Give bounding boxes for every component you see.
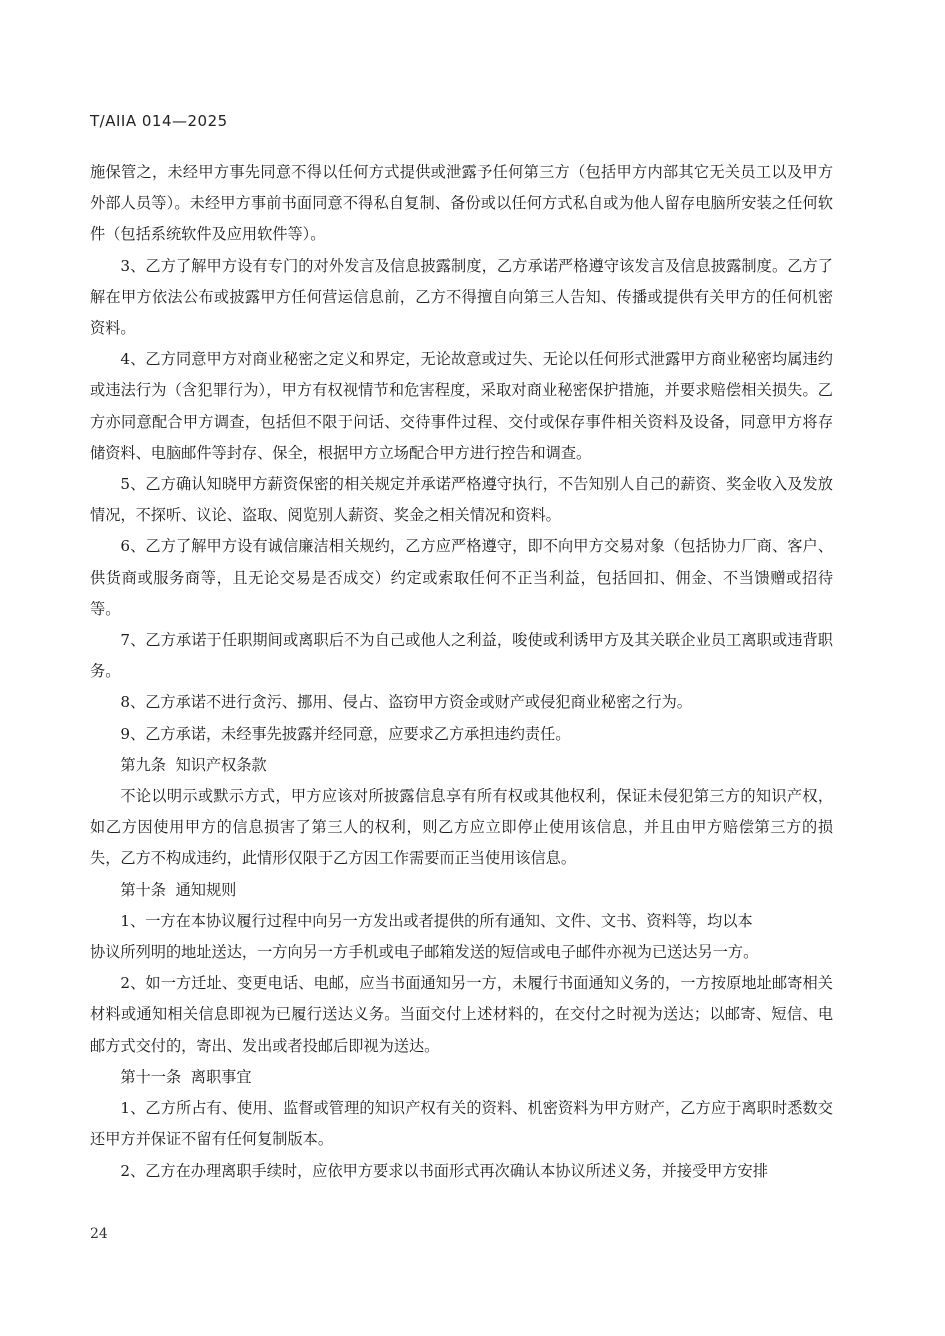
- article-10-item-1-line-2: 协议所列明的地址送达，一方向另一方手机或电子邮箱发送的短信或电子邮件亦视为已送达另一方。: [90, 943, 759, 962]
- clause-item-8: 8、乙方承诺不进行贪污、挪用、侵占、盗窃甲方资金或财产或侵犯商业秘密之行为。: [120, 693, 692, 712]
- article-10-item-1-line-1: 1、一方在本协议履行过程中向另一方发出或者提供的所有通知、文件、文书、资料等，均以本: [120, 911, 753, 930]
- article-11-heading: 第十一条 离职事宜: [120, 1067, 252, 1086]
- article-9-paragraph: 不论以明示或默示方式，甲方应该对所披露信息享有所有权或其他权利，保证未侵犯第三方的知识产权，如乙方因使用甲方的信息损害了第三人的权利，则乙方应立即停止使用该信息，并且由甲方赔偿第三方的损失，乙方不构成违约，此情形仅限于乙方因工作需要而正当使用该信息。: [90, 787, 833, 868]
- article-10-item-2: 2、如一方迁址、变更电话、电邮，应当书面通知另一方，未履行书面通知义务的，一方按原地址邮寄相关材料或通知相关信息即视为已履行送达义务。当面交付上述材料的，在交付之时视为送达；以邮寄、短信、电邮方式交付的，寄出、发出或者投邮后即视为送达。: [90, 974, 833, 1055]
- article-10-heading: 第十条 通知规则: [120, 880, 237, 899]
- page-number: 24: [90, 1226, 108, 1242]
- paragraph-continuation: 施保管之，未经甲方事先同意不得以任何方式提供或泄露予任何第三方（包括甲方内部其它无关员工以及甲方外部人员等）。未经甲方事前书面同意不得私自复制、备份或以任何方式私自或为他人留存电脑所安装之任何软件（包括系统软件及应用软件等）。: [90, 163, 833, 244]
- article-11-item-1: 1、乙方所占有、使用、监督或管理的知识产权有关的资料、机密资料为甲方财产，乙方应于离职时悉数交还甲方并保证不留有任何复制版本。: [90, 1099, 833, 1149]
- document-code-header: T/AIIA 014—2025: [90, 112, 228, 130]
- article-11-item-2: 2、乙方在办理离职手续时，应依甲方要求以书面形式再次确认本协议所述义务，并接受甲方安排: [120, 1161, 768, 1180]
- clause-item-3: 3、乙方了解甲方设有专门的对外发言及信息披露制度，乙方承诺严格遵守该发言及信息披露制度。乙方了解在甲方依法公布或披露甲方任何营运信息前，乙方不得擅自向第三人告知、传播或提供有关甲方的任何机密资料。: [90, 256, 833, 338]
- clause-item-6: 6、乙方了解甲方设有诚信廉洁相关规约，乙方应严格遵守，即不向甲方交易对象（包括协力厂商、客户、供货商或服务商等，且无论交易是否成交）约定或索取任何不正当利益，包括回扣、佣金、不当馈赠或招待等。: [90, 537, 833, 618]
- clause-item-9: 9、乙方承诺，未经事先披露并经同意，应要求乙方承担违约责任。: [120, 724, 571, 743]
- clause-item-7: 7、乙方承诺于任职期间或离职后不为自己或他人之利益，唆使或利诱甲方及其关联企业员工离职或违背职务。: [90, 631, 833, 681]
- clause-item-4: 4、乙方同意甲方对商业秘密之定义和界定，无论故意或过失、无论以任何形式泄露甲方商业秘密均属违约或违法行为（含犯罪行为），甲方有权视情节和危害程度，采取对商业秘密保护措施，并要求赔偿相关损失。乙方亦同意配合甲方调查，包括但不限于问话、交待事件过程、交付或保存事件相关资料及设备，同意甲方将存储资料、电脑邮件等封存、保全，根据甲方立场配合甲方进行控告和调查。: [90, 350, 833, 462]
- clause-item-5: 5、乙方确认知晓甲方薪资保密的相关规定并承诺严格遵守执行，不告知别人自己的薪资、奖金收入及发放情况，不探听、议论、盗取、阅览别人薪资、奖金之相关情况和资料。: [90, 475, 833, 525]
- document-body: [90, 157, 833, 1187]
- article-9-heading: 第九条 知识产权条款: [120, 755, 267, 774]
